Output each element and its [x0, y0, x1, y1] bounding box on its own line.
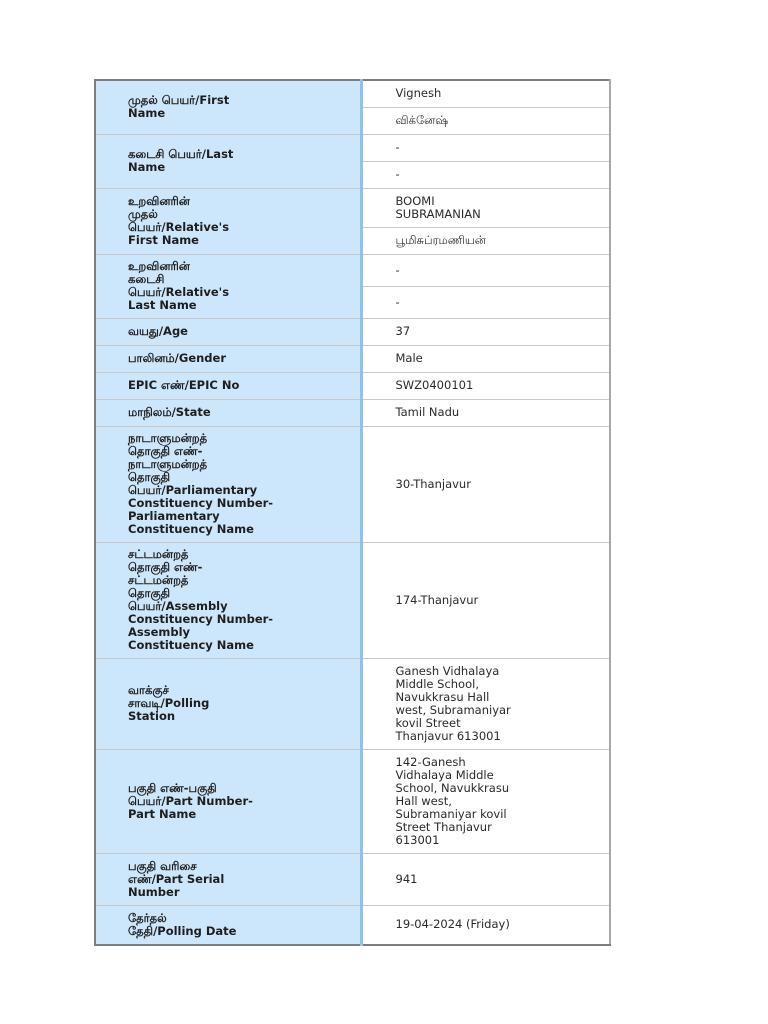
- polling-date-value: 19-04-2024 (Friday): [361, 905, 610, 945]
- table-row-gender: [95, 345, 610, 372]
- polling-station-value: Ganesh Vidhalaya Middle School, Navukkrasu Hall west, Subramaniyar kovil Street Thanjavur 613001: [361, 658, 610, 749]
- gender-label: பாலினம்/Gender: [95, 345, 361, 372]
- relative-first-name-value-en: BOOMI SUBRAMANIAN: [361, 188, 610, 227]
- epic-no-label: EPIC எண்/EPIC No: [95, 372, 361, 399]
- table-row-relative-last-name: [95, 254, 610, 286]
- last-name-value-en: -: [361, 134, 610, 161]
- polling-date-label: தேர்தல் தேதி/Polling Date: [95, 905, 361, 945]
- parliamentary-constituency-label: நாடாளுமன்றத் தொகுதி எண்- நாடாளுமன்றத் தொகுதி பெயர்/Parliamentary Constituency Number- Parliamentary Constituency Name: [95, 426, 361, 542]
- relative-last-name-value-en: -: [361, 254, 610, 286]
- parliamentary-constituency-value: 30-Thanjavur: [361, 426, 610, 542]
- part-serial-number-value: 941: [361, 853, 610, 905]
- age-label: வயது/Age: [95, 318, 361, 345]
- state-value: Tamil Nadu: [361, 399, 610, 426]
- first-name-label: முதல் பெயர்/First Name: [95, 80, 361, 134]
- table-row-parliamentary-constituency: [95, 426, 610, 542]
- last-name-label: கடைசி பெயர்/Last Name: [95, 134, 361, 188]
- table-row-part-serial-number: [95, 853, 610, 905]
- assembly-constituency-label: சட்டமன்றத் தொகுதி எண்- சட்டமன்றத் தொகுதி பெயர்/Assembly Constituency Number- Assembly Constituency Name: [95, 542, 361, 658]
- table-row-state: [95, 399, 610, 426]
- table-row-age: [95, 318, 610, 345]
- first-name-value-ta: விக்னேஷ்: [361, 107, 610, 134]
- first-name-value-en: Vignesh: [361, 80, 610, 107]
- table-row-first-name: [95, 80, 610, 107]
- epic-no-value: SWZ0400101: [361, 372, 610, 399]
- last-name-value-ta: -: [361, 161, 610, 188]
- relative-last-name-value-ta: -: [361, 286, 610, 318]
- polling-station-label: வாக்குச் சாவடி/Polling Station: [95, 658, 361, 749]
- table-row-assembly-constituency: [95, 542, 610, 658]
- table-row-relative-first-name: [95, 188, 610, 227]
- relative-first-name-value-ta: பூமிசுப்ரமணியன்: [361, 227, 610, 254]
- gender-value: Male: [361, 345, 610, 372]
- assembly-constituency-value: 174-Thanjavur: [361, 542, 610, 658]
- part-number-name-value: 142-Ganesh Vidhalaya Middle School, Navukkrasu Hall west, Subramaniyar kovil Street Thanjavur 613001: [361, 749, 610, 853]
- table-row-polling-date: [95, 905, 610, 945]
- part-number-name-label: பகுதி எண்-பகுதி பெயர்/Part Number- Part Name: [95, 749, 361, 853]
- voter-details-table: [94, 79, 611, 946]
- part-serial-number-label: பகுதி வரிசை எண்/Part Serial Number: [95, 853, 361, 905]
- table-row-last-name: [95, 134, 610, 161]
- table-row-part-number-name: [95, 749, 610, 853]
- table-row-polling-station: [95, 658, 610, 749]
- table-row-epic-no: [95, 372, 610, 399]
- relative-first-name-label: உறவினரின் முதல் பெயர்/Relative's First Name: [95, 188, 361, 254]
- relative-last-name-label: உறவினரின் கடைசி பெயர்/Relative's Last Name: [95, 254, 361, 318]
- state-label: மாநிலம்/State: [95, 399, 361, 426]
- age-value: 37: [361, 318, 610, 345]
